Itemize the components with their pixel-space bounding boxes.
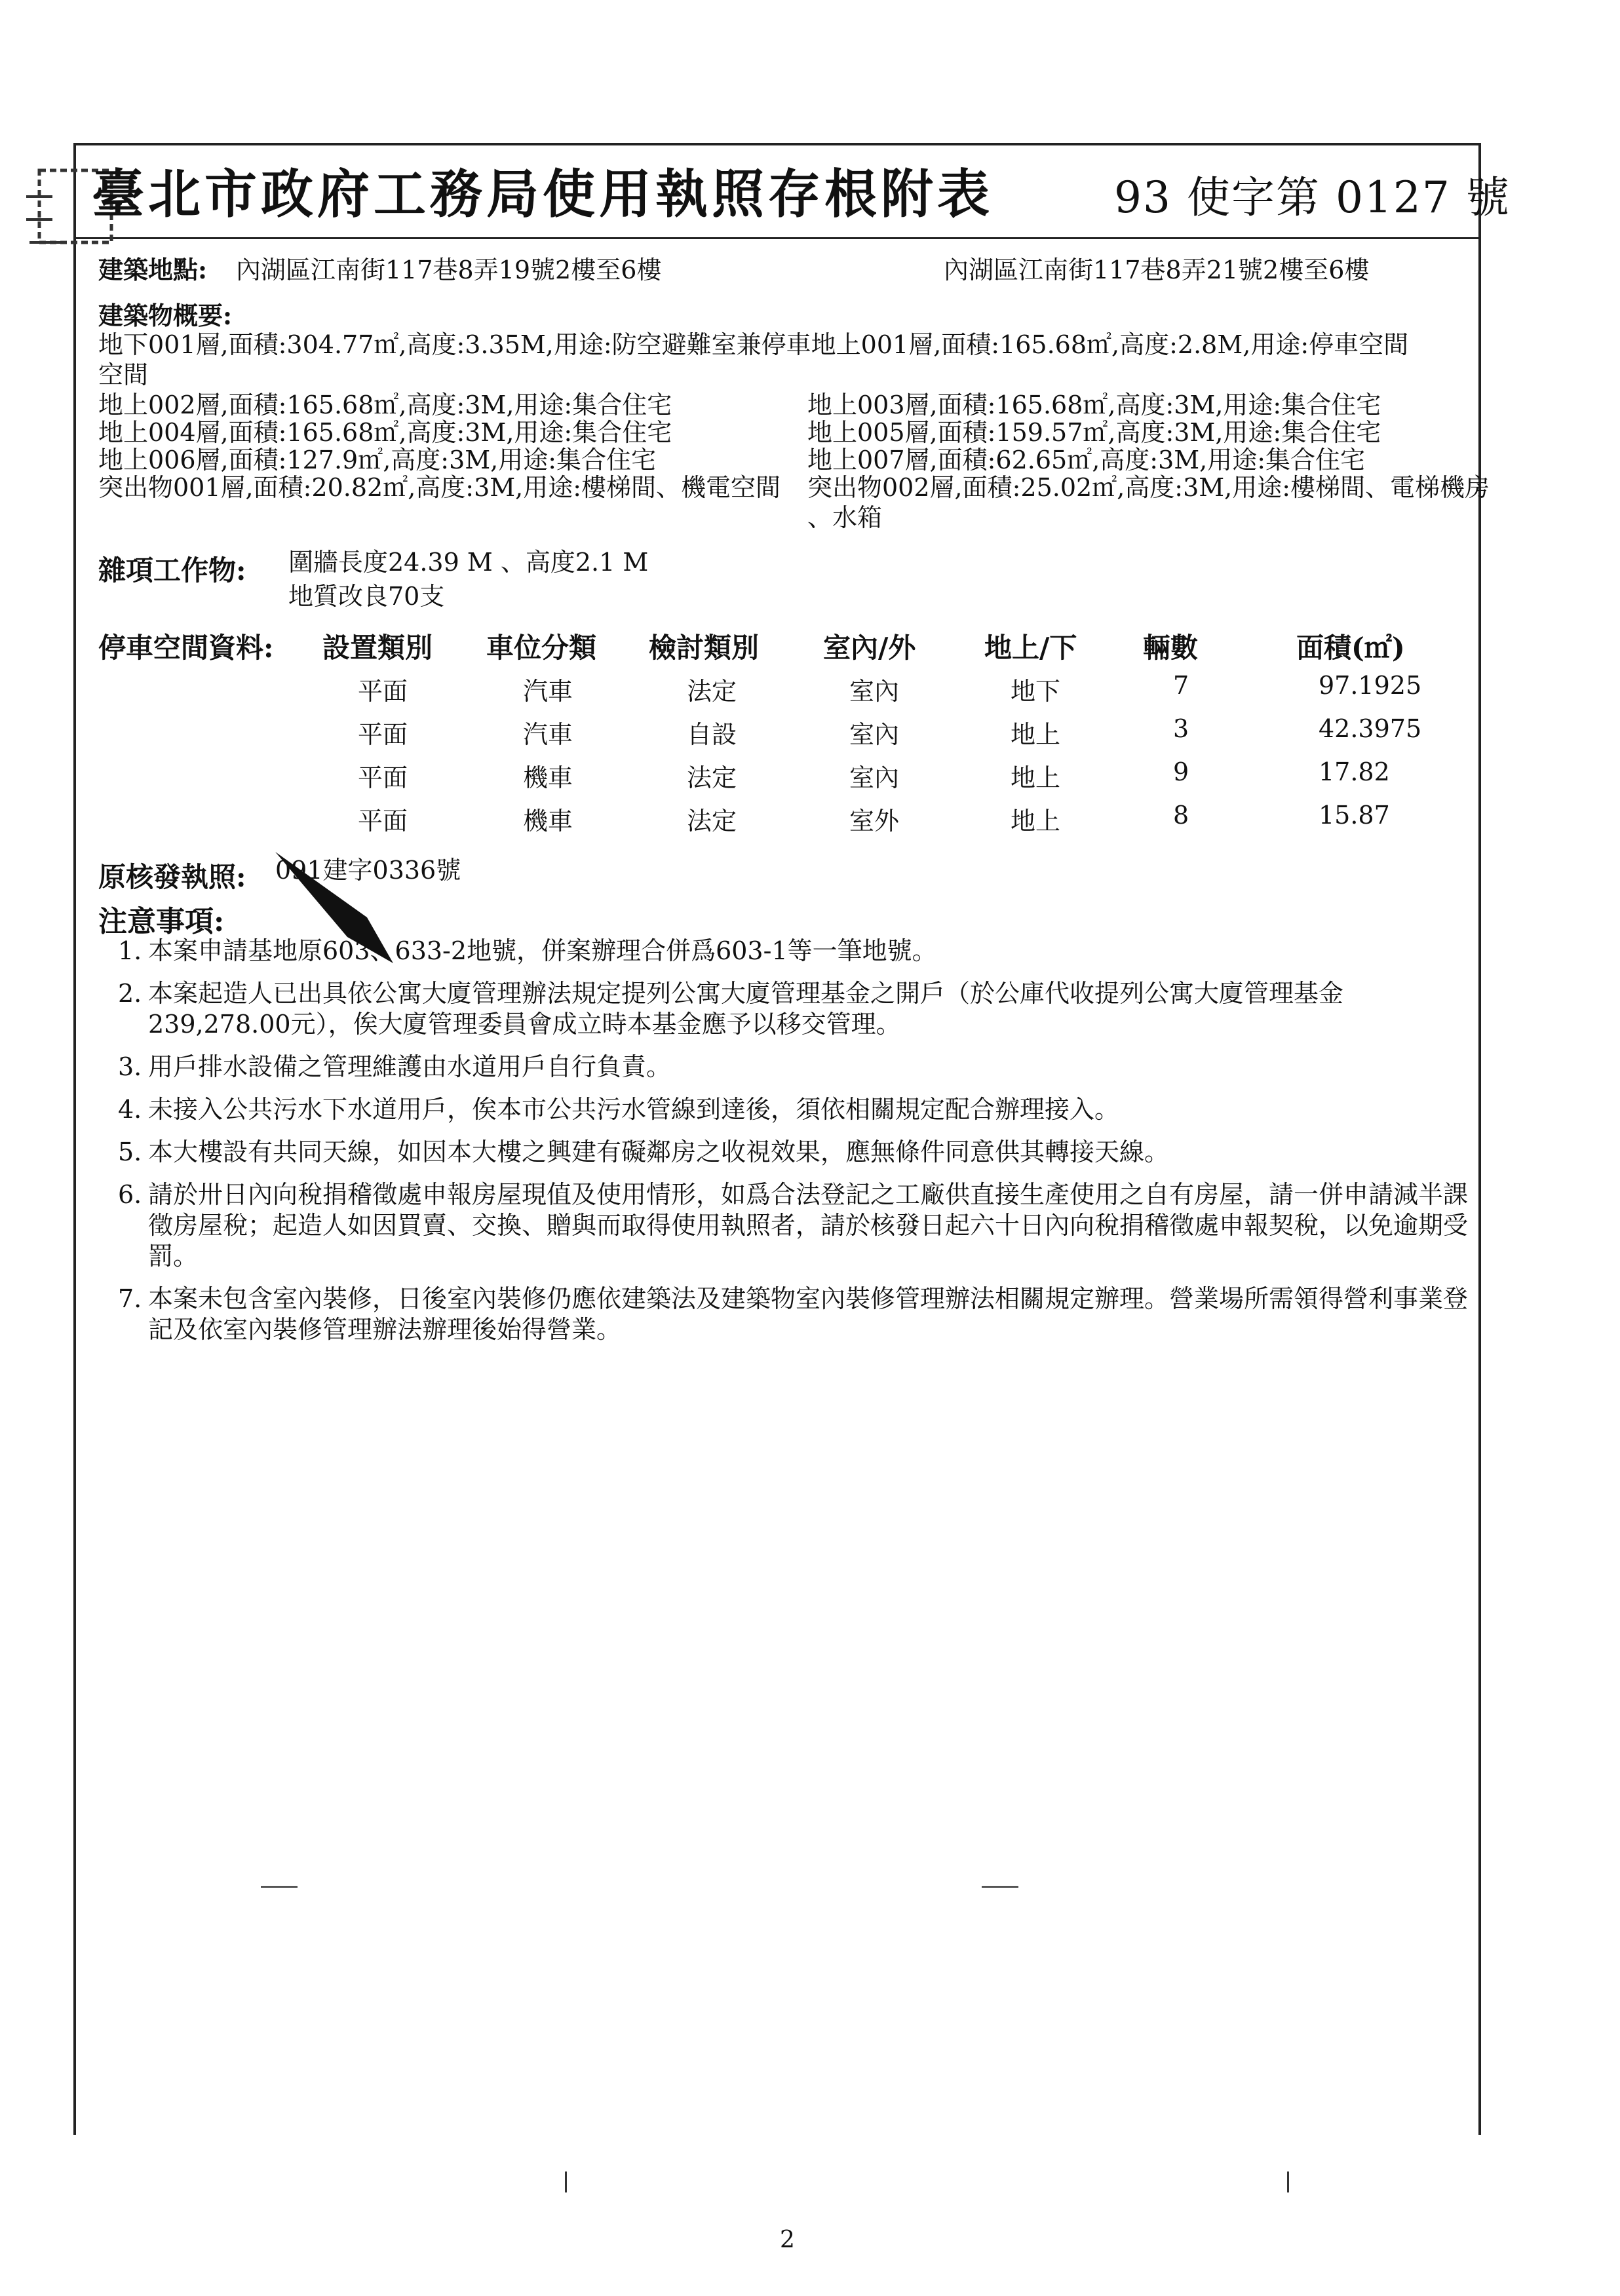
parking-cell: 平面 bbox=[358, 763, 408, 792]
parking-cell: 9 bbox=[1173, 757, 1189, 786]
address-label: 建築地點: bbox=[98, 255, 208, 284]
parking-cell: 地上 bbox=[1011, 763, 1061, 792]
parking-cell: 法定 bbox=[687, 677, 737, 706]
scan-mark bbox=[565, 2172, 567, 2192]
parking-header: 輛數 bbox=[1143, 632, 1199, 664]
parking-cell: 室內 bbox=[849, 763, 900, 792]
overview-row-right: 突出物002層,面積:25.02㎡,高度:3M,用途:樓梯間、電梯機房 bbox=[807, 473, 1490, 502]
note-text: 未接入公共污水下水道用戶，俟本市公共污水管線到達後，須依相關規定配合辦理接入。 bbox=[148, 1095, 1120, 1124]
overview-label: 建築物概要: bbox=[98, 301, 233, 330]
notes-title: 注意事項: bbox=[98, 905, 225, 938]
document-title: 臺北市政府工務局使用執照存根附表 bbox=[92, 163, 993, 225]
misc-label: 雜項工作物: bbox=[98, 554, 246, 586]
parking-cell: 8 bbox=[1173, 801, 1189, 830]
overview-row-right: 地上005層,面積:159.57㎡,高度:3M,用途:集合住宅 bbox=[807, 418, 1381, 447]
parking-cell: 7 bbox=[1173, 671, 1189, 700]
note-number: 4. bbox=[118, 1095, 142, 1124]
note-text: 本案起造人已出具依公寓大廈管理辦法規定提列公寓大廈管理基金之開戶（於公庫代收提列公寓大廈管理基金239,278.00元），俟大廈管理委員會成立時本基金應予以移交管理。 bbox=[148, 979, 1344, 1039]
original-permit-label: 原核發執照: bbox=[98, 861, 246, 893]
permit-number: 93 使字第 0127 號 bbox=[1114, 172, 1511, 223]
note-text: 本大樓設有共同天線，如因本大樓之興建有礙鄰房之收視效果，應無條件同意供其轉接天線。 bbox=[148, 1138, 1170, 1166]
title-rule bbox=[73, 237, 1481, 239]
note-number: 2. bbox=[118, 979, 142, 1008]
note-item bbox=[118, 978, 1468, 1040]
scan-mark bbox=[1287, 2172, 1289, 2192]
parking-cell: 室內 bbox=[849, 677, 900, 706]
note-number: 3. bbox=[118, 1052, 142, 1081]
page-number: 2 bbox=[780, 2227, 795, 2253]
parking-cell: 自設 bbox=[687, 720, 737, 749]
parking-cell: 地上 bbox=[1011, 807, 1061, 835]
parking-cell: 平面 bbox=[358, 807, 408, 835]
parking-header: 設置類別 bbox=[322, 632, 433, 664]
note-number: 5. bbox=[118, 1138, 142, 1166]
parking-cell: 42.3975 bbox=[1319, 714, 1422, 743]
parking-cell: 平面 bbox=[358, 720, 408, 749]
overview-wrap: 、水箱 bbox=[807, 503, 883, 532]
parking-cell: 汽車 bbox=[523, 720, 573, 749]
parking-header: 室內/外 bbox=[823, 632, 916, 664]
note-item bbox=[118, 1137, 1468, 1168]
parking-header: 檢討類別 bbox=[649, 632, 760, 664]
overview-line-1b: 空間 bbox=[98, 360, 149, 389]
original-permit-value: 091建字0336號 bbox=[275, 856, 461, 885]
parking-cell: 機車 bbox=[523, 763, 573, 792]
parking-header: 面積(㎡) bbox=[1296, 632, 1405, 664]
misc-line-1: 圍牆長度24.39 M 、高度2.1 M bbox=[288, 548, 649, 577]
note-text: 本案申請基地原603、633-2地號，併案辦理合併爲603-1等一筆地號。 bbox=[148, 936, 937, 965]
parking-cell: 室外 bbox=[849, 807, 900, 835]
address-value-1: 內湖區江南街117巷8弄19號2樓至6樓 bbox=[236, 256, 662, 284]
notes-list bbox=[118, 936, 1468, 1357]
note-text: 本案未包含室內裝修，日後室內裝修仍應依建築法及建築物室內裝修管理辦法相關規定辦理。營業場所需領得營利事業登記及依室內裝修管理辦法辦理後始得營業。 bbox=[148, 1284, 1469, 1344]
parking-cell: 法定 bbox=[687, 807, 737, 835]
overview-row-left: 突出物001層,面積:20.82㎡,高度:3M,用途:樓梯間、機電空間 bbox=[98, 473, 781, 502]
note-number: 6. bbox=[118, 1180, 142, 1209]
overview-line-1: 地下001層,面積:304.77㎡,高度:3.35M,用途:防空避難室兼停車地上001層,面積:165.68㎡,高度:2.8M,用途:停車空間 bbox=[98, 330, 1409, 359]
note-text: 用戶排水設備之管理維護由水道用戶自行負責。 bbox=[148, 1052, 672, 1081]
misc-line-2: 地質改良70支 bbox=[288, 582, 445, 611]
note-item bbox=[118, 1052, 1468, 1082]
note-item bbox=[118, 936, 1468, 966]
overview-row-right: 地上003層,面積:165.68㎡,高度:3M,用途:集合住宅 bbox=[807, 391, 1381, 419]
note-item bbox=[118, 1179, 1468, 1272]
parking-cell: 汽車 bbox=[523, 677, 573, 706]
note-item bbox=[118, 1094, 1468, 1125]
parking-cell: 17.82 bbox=[1319, 757, 1390, 786]
parking-cell: 室內 bbox=[849, 720, 900, 749]
note-number: 7. bbox=[118, 1284, 142, 1313]
overview-row-left: 地上006層,面積:127.9㎡,高度:3M,用途:集合住宅 bbox=[98, 446, 657, 474]
parking-cell: 15.87 bbox=[1319, 801, 1390, 830]
parking-cell: 平面 bbox=[358, 677, 408, 706]
parking-header: 車位分類 bbox=[486, 632, 597, 664]
scan-mark bbox=[261, 1886, 298, 1888]
address-value-2: 內湖區江南街117巷8弄21號2樓至6樓 bbox=[944, 256, 1370, 284]
parking-cell: 97.1925 bbox=[1319, 671, 1422, 700]
parking-cell: 機車 bbox=[523, 807, 573, 835]
parking-label: 停車空間資料: bbox=[98, 632, 274, 664]
overview-row-right: 地上007層,面積:62.65㎡,高度:3M,用途:集合住宅 bbox=[807, 446, 1366, 474]
overview-row-left: 地上004層,面積:165.68㎡,高度:3M,用途:集合住宅 bbox=[98, 418, 672, 447]
parking-cell: 3 bbox=[1173, 714, 1189, 743]
note-text: 請於卅日內向稅捐稽徵處申報房屋現值及使用情形，如爲合法登記之工廠供直接生產使用之自有房屋，請一併申請減半課徵房屋稅；起造人如因買賣、交換、贈與而取得使用執照者，請於核發日起六十日內向稅捐稽徵處申報契稅，以免逾期受罰。 bbox=[148, 1180, 1469, 1271]
note-item bbox=[118, 1284, 1468, 1345]
overview-row-left: 地上002層,面積:165.68㎡,高度:3M,用途:集合住宅 bbox=[98, 391, 672, 419]
parking-cell: 地下 bbox=[1011, 677, 1061, 706]
note-number: 1. bbox=[118, 936, 142, 965]
parking-cell: 地上 bbox=[1011, 720, 1061, 749]
scan-mark bbox=[982, 1886, 1018, 1888]
parking-cell: 法定 bbox=[687, 763, 737, 792]
parking-header: 地上/下 bbox=[984, 632, 1077, 664]
